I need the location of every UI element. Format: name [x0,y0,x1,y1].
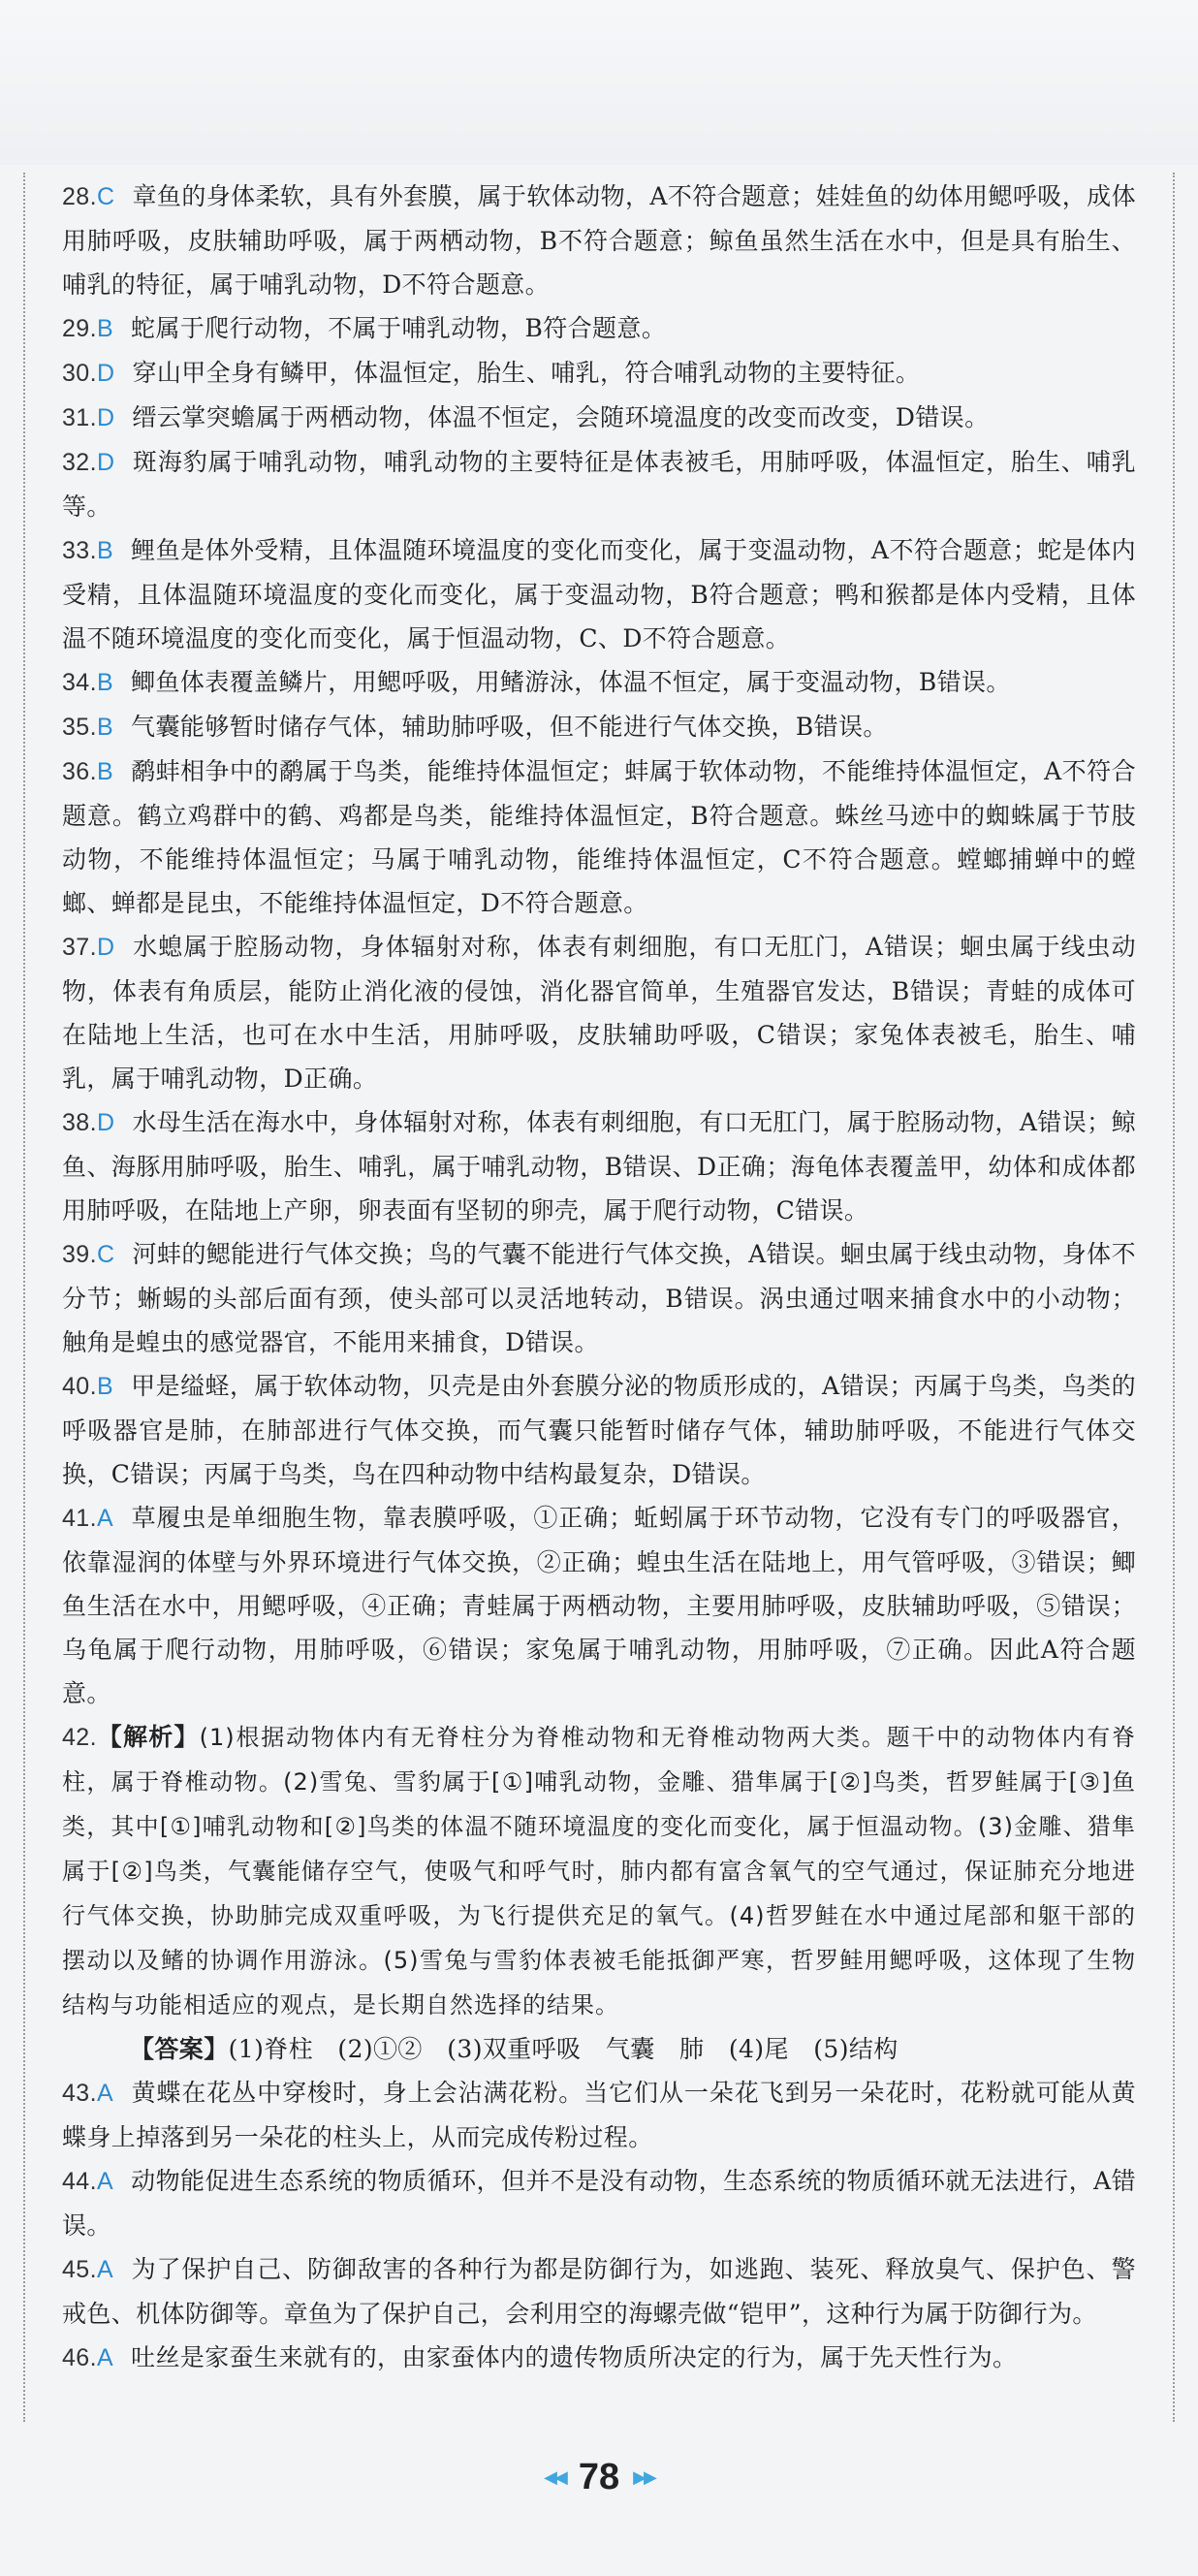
explanation-text: 黄蝶在花丛中穿梭时，身上会沾满花粉。当它们从一朵花飞到另一朵花时，花粉就可能从黄蝶身上掉落到另一朵花的柱头上，从而完成传粉过程。 [62,2079,1136,2151]
item-number: 46. [62,2344,97,2371]
explanation-text: 穿山甲全身有鳞甲，体温恒定，胎生、哺乳，符合哺乳动物的主要特征。 [132,359,921,387]
answer-letter: B [96,315,114,342]
item-number: 31. [62,404,97,431]
answer-content [62,175,1136,2380]
explanation-text: 鲤鱼是体外受精，且体温随环境温度的变化而变化，属于变温动物，A不符合题意；蛇是体内受精，且体温随环境温度的变化而变化，属于变温动物，B符合题意；鸭和猴都是体内受精，且体温不随环境温度的变化而变化，属于恒温动物，C、D不符合题意。 [62,536,1136,652]
item-number: 41. [62,1505,97,1532]
explanation-text: 为了保护自己、防御敌害的各种行为都是防御行为，如逃跑、装死、释放臭气、保护色、警戒色、机体防御等。章鱼为了保护自己，会利用空的海螺壳做“铠甲”，这种行为属于防御行为。 [62,2255,1136,2328]
item-number: 45. [62,2256,97,2283]
item-number: 29. [62,315,97,342]
explanation-text: 鹬蚌相争中的鹬属于鸟类，能维持体温恒定；蚌属于软体动物，不能维持体温恒定，A不符合题意。鹤立鸡群中的鹤、鸡都是鸟类，能维持体温恒定，B符合题意。蛛丝马迹中的蜘蛛属于节肢动物，不能维持体温恒定；马属于哺乳动物，能维持体温恒定，C不符合题意。螳螂捕蝉中的螳螂、蝉都是昆虫，不能维持体温恒定，D不符合题意。 [62,757,1136,917]
page-number: 78 [578,2456,620,2497]
answer-item [62,440,1136,528]
explanation-text: 蛇属于爬行动物，不属于哺乳动物，B符合题意。 [131,314,667,342]
answer-list-2 [62,2071,1136,2380]
prev-page-icon[interactable]: ◀◀ [544,2466,565,2488]
answer-item-42 [62,1715,1136,2027]
item-number: 32. [62,449,97,476]
answer-letter: C [96,183,115,210]
left-dotted-rule [23,173,25,2422]
answer-item [62,351,1136,396]
answer-letter: D [96,404,115,431]
answer-item [62,1232,1136,1364]
analysis-text: (1)根据动物体内有无脊柱分为脊椎动物和无脊椎动物两大类。题干中的动物体内有脊柱，属于脊椎动物。(2)雪兔、雪豹属于[①]哺乳动物，金雕、猎隼属于[②]鸟类，哲罗鲑属于[③]鱼类，其中[①]哺乳动物和[②]鸟类的体温不随环境温度的变化而变化，属于恒温动物。(3)金雕、猎隼属于[②]鸟类，气囊能储存空气，使吸气和呼气时，肺内都有富含氧气的空气通过，保证肺充分地进行气体交换，协助肺完成双重呼吸，为飞行提供充足的氧气。(4)哲罗鲑在水中通过尾部和躯干部的摆动以及鳍的协调作用游泳。(5)雪兔与雪豹体表被毛能抵御严寒，哲罗鲑用鳃呼吸，这体现了生物结构与功能相适应的观点，是长期自然选择的结果。 [62,1724,1136,2019]
answer-item [62,1496,1136,1715]
explanation-text: 鲫鱼体表覆盖鳞片，用鳃呼吸，用鳍游泳，体温不恒定，属于变温动物，B错误。 [131,668,1011,696]
explanation-text: 缙云掌突蟾属于两栖动物，体温不恒定，会随环境温度的改变而改变，D错误。 [132,403,990,431]
answer-letter: C [96,1241,115,1268]
answer-tag: 【答案】 [130,2035,229,2063]
answer-letter: D [96,1109,115,1136]
explanation-text: 甲是缢蛏，属于软体动物，贝壳是由外套膜分泌的物质形成的，A错误；丙属于鸟类，鸟类的呼吸器官是肺，在肺部进行气体交换，而气囊只能暂时储存气体，辅助肺呼吸，不能进行气体交换，C错误；丙属于鸟类，鸟在四种动物中结构最复杂，D错误。 [62,1372,1136,1488]
answer-letter: D [96,449,115,476]
explanation-text: 斑海豹属于哺乳动物，哺乳动物的主要特征是体表被毛，用肺呼吸，体温恒定，胎生、哺乳等。 [62,448,1136,521]
item-number: 28. [62,183,97,210]
item-number: 37. [62,934,97,961]
answer-list [62,175,1136,1715]
explanation-text: 草履虫是单细胞生物，靠表膜呼吸，①正确；蚯蚓属于环节动物，它没有专门的呼吸器官，依靠湿润的体壁与外界环境进行气体交换，②正确；蝗虫生活在陆地上，用气管呼吸，③错误；鲫鱼生活在水中，用鳃呼吸，④正确；青蛙属于两栖动物，主要用肺呼吸，皮肤辅助呼吸，⑤错误；乌龟属于爬行动物，用肺呼吸，⑥错误；家兔属于哺乳动物，用肺呼吸，⑦正确。因此A符合题意。 [62,1504,1136,1707]
answer-letter: A [96,2256,114,2283]
answer-letter: A [96,2344,114,2371]
answer-item [62,396,1136,440]
page-top-band [0,0,1198,165]
explanation-text: 水螅属于腔肠动物，身体辐射对称，体表有刺细胞，有口无肛门，A错误；蛔虫属于线虫动物，体表有角质层，能防止消化液的侵蚀，消化器官简单，生殖器官发达，B错误；青蛙的成体可在陆地上生活，也可在水中生活，用肺呼吸，皮肤辅助呼吸，C错误；家兔体表被毛，胎生、哺乳，属于哺乳动物，D正确。 [62,933,1136,1093]
answer-letter: A [96,2168,114,2195]
analysis-tag: 【解析】 [96,1723,200,1751]
answer-item [62,925,1136,1100]
answer-letter: B [96,758,114,785]
answer-page [23,173,1175,2422]
answer-item [62,2159,1136,2247]
item-number: 44. [62,2168,97,2195]
explanation-text: 河蚌的鳃能进行气体交换；鸟的气囊不能进行气体交换，A错误。蛔虫属于线虫动物，身体不分节；蜥蜴的头部后面有颈，使头部可以灵活地转动，B错误。涡虫通过咽来捕食水中的小动物；触角是蝗虫的感觉器官，不能用来捕食，D错误。 [62,1240,1136,1356]
item-number: 38. [62,1109,97,1136]
explanation-text: 动物能促进生态系统的物质循环，但并不是没有动物，生态系统的物质循环就无法进行，A错误。 [62,2167,1136,2240]
answer-item [62,2336,1136,2380]
item-number: 43. [62,2080,97,2107]
item-number: 33. [62,537,97,564]
answer-letter: B [96,537,114,564]
answer-item [62,306,1136,351]
answer-item [62,705,1136,749]
answer-item [62,749,1136,925]
answer-letter: B [96,669,114,696]
answer-summary [62,2027,1136,2071]
explanation-text: 吐丝是家蚕生来就有的，由家蚕体内的遗传物质所决定的行为，属于先天性行为。 [131,2343,1018,2371]
answer-item [62,2071,1136,2159]
answer-item [62,1100,1136,1232]
explanation-text: 章鱼的身体柔软，具有外套膜，属于软体动物，A不符合题意；娃娃鱼的幼体用鳃呼吸，成体用肺呼吸，皮肤辅助呼吸，属于两栖动物，B不符合题意；鲸鱼虽然生活在水中，但是具有胎生、哺乳的特征，属于哺乳动物，D不符合题意。 [62,182,1136,299]
answer-item [62,2247,1136,2336]
item-number: 30. [62,360,97,387]
explanation-text: 气囊能够暂时储存气体，辅助肺呼吸，但不能进行气体交换，B错误。 [131,713,888,741]
answer-letter: A [96,1505,114,1532]
item-number: 35. [62,714,97,741]
item-number: 39. [62,1241,97,1268]
answer-item [62,660,1136,705]
item-number: 36. [62,758,97,785]
item-number: 40. [62,1373,97,1400]
answer-letter: B [96,1373,114,1400]
right-dotted-rule [1173,173,1175,2422]
answer-letter: A [96,2080,114,2107]
item-number: 42. [62,1724,97,1751]
answer-letter: D [96,360,115,387]
answer-letter: B [96,714,114,741]
answer-item [62,528,1136,660]
item-number: 34. [62,669,97,696]
answer-item [62,175,1136,306]
next-page-icon[interactable]: ▶▶ [633,2466,654,2488]
answer-letter: D [96,934,115,961]
answer-text: (1)脊柱 (2)①② (3)双重呼吸 气囊 肺 (4)尾 (5)结构 [228,2035,898,2063]
explanation-text: 水母生活在海水中，身体辐射对称，体表有刺细胞，有口无肛门，属于腔肠动物，A错误；鲸鱼、海豚用肺呼吸，胎生、哺乳，属于哺乳动物，B错误、D正确；海龟体表覆盖甲，幼体和成体都用肺呼吸，在陆地上产卵，卵表面有坚韧的卵壳，属于爬行动物，C错误。 [62,1108,1136,1224]
answer-item [62,1364,1136,1496]
page-footer [0,2453,1198,2501]
